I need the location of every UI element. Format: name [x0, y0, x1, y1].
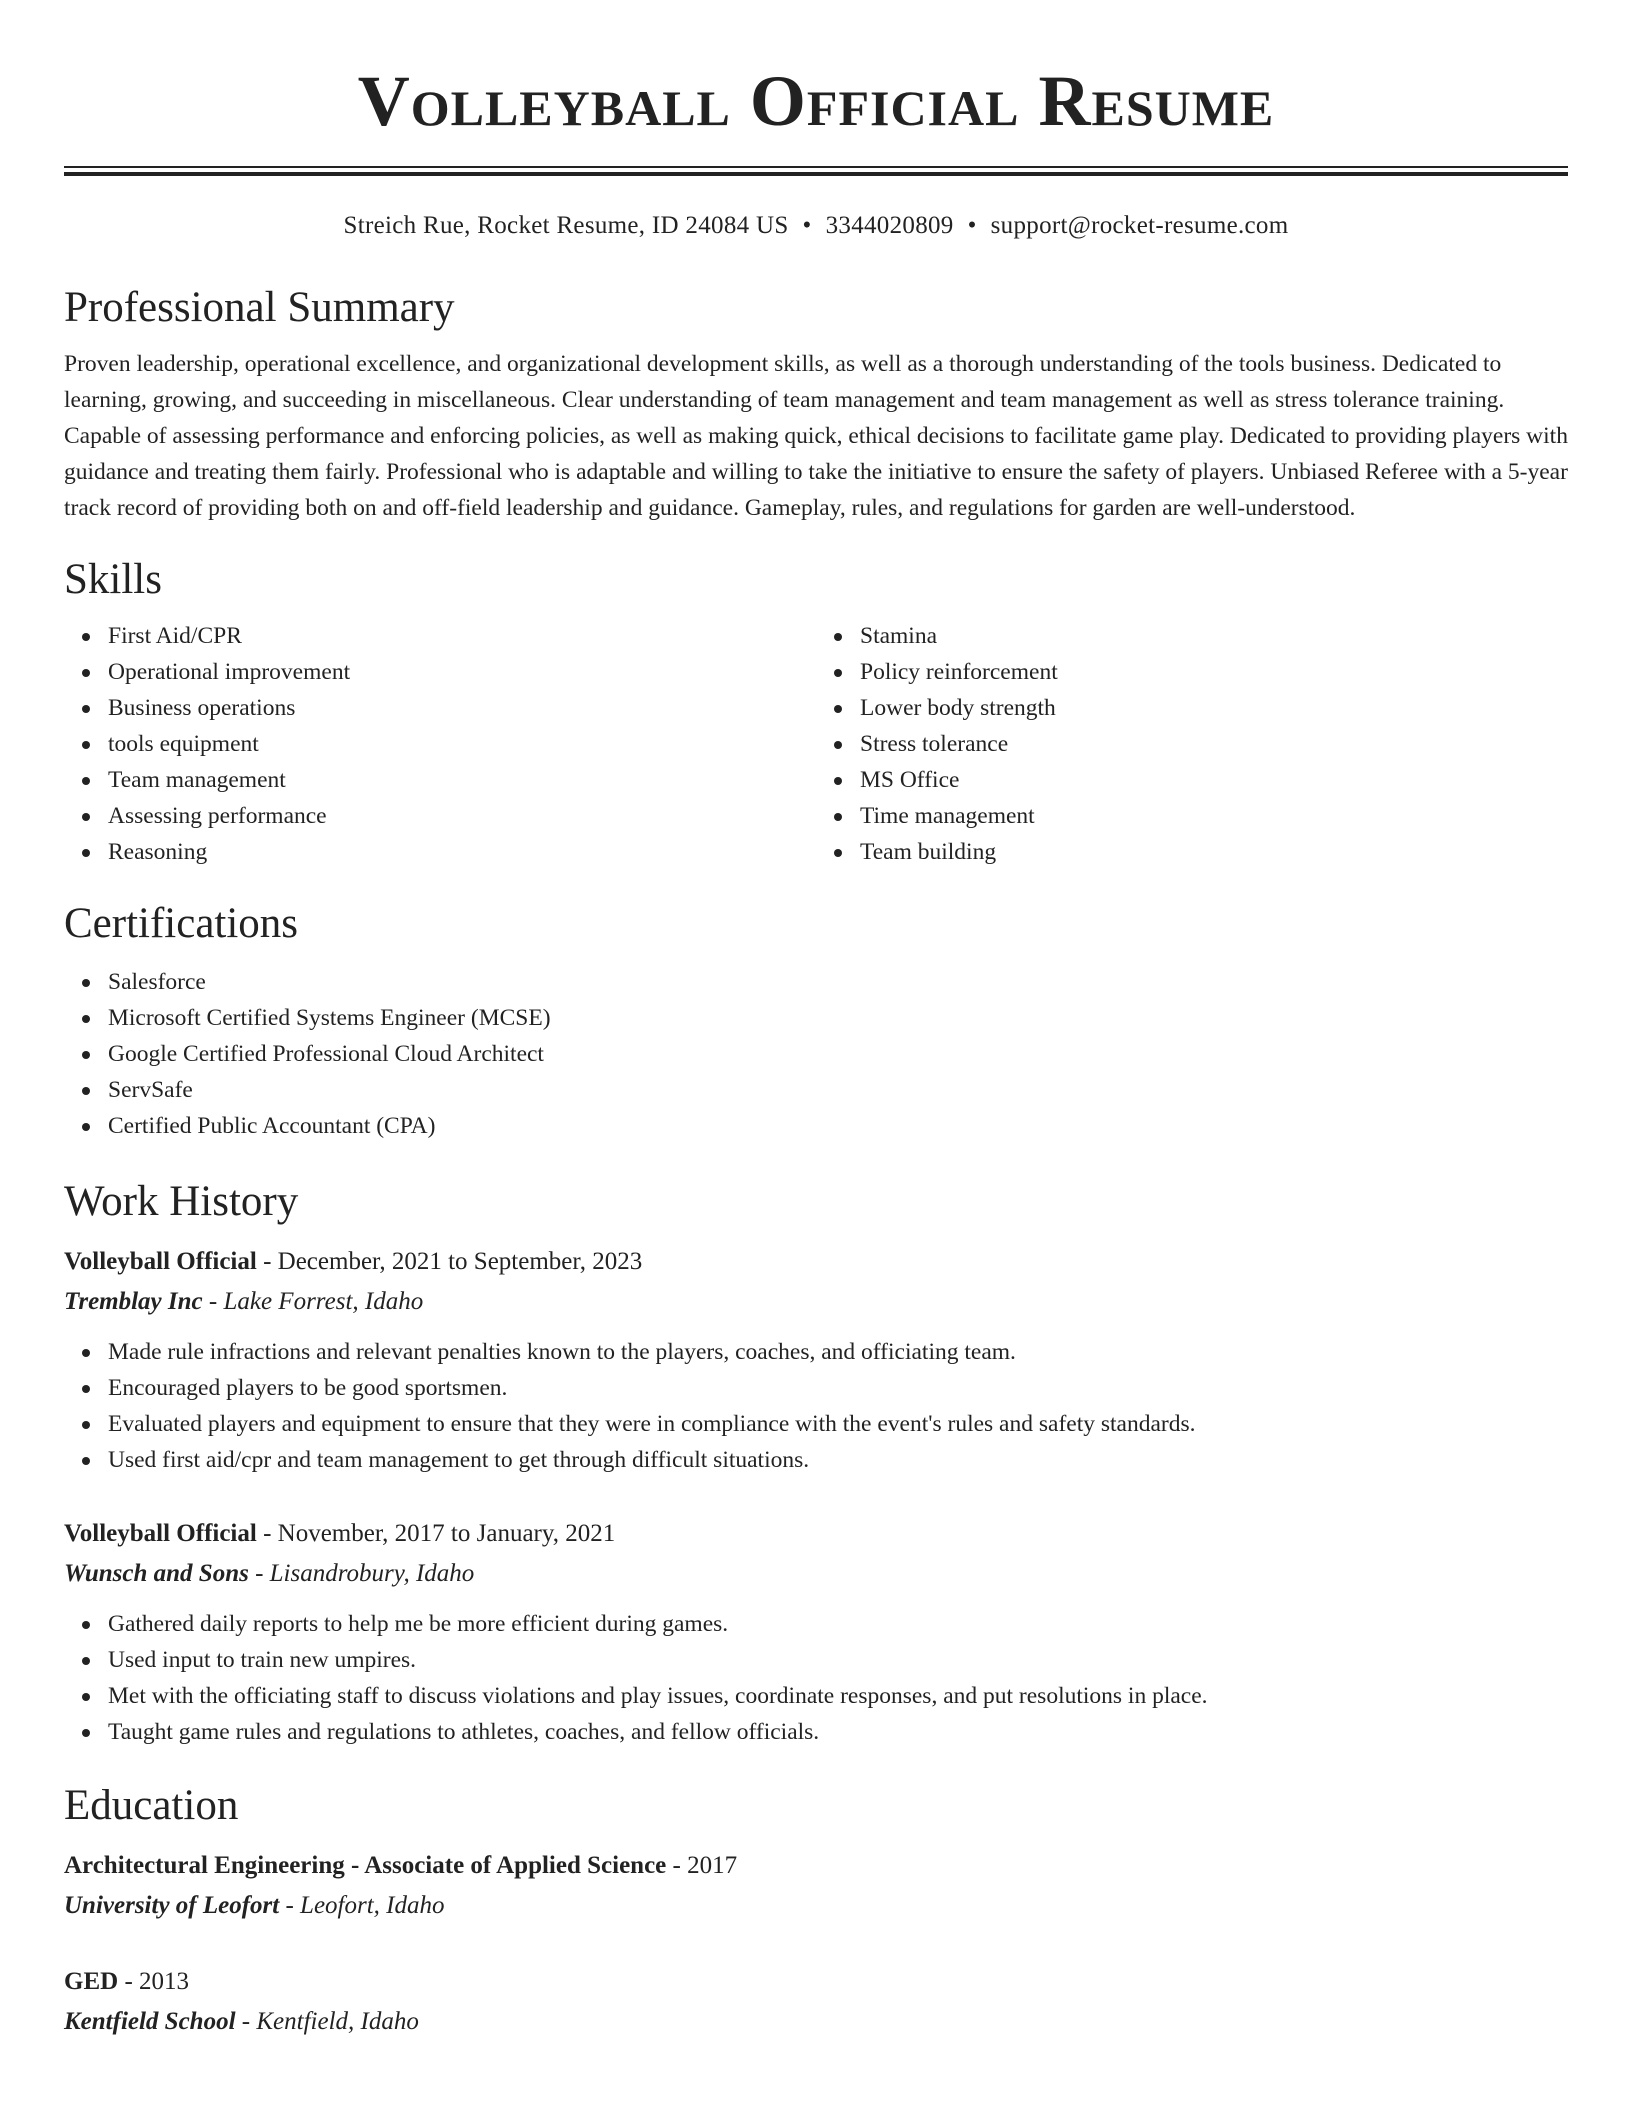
job-bullet: Met with the officiating staff to discuss violations and play issues, coordinate responses, and put resolutions in place.	[108, 1678, 1568, 1714]
education-school: University of Leofort	[64, 1892, 280, 1919]
education-location: - Leofort, Idaho	[279, 1892, 445, 1919]
skill-item: Time management	[860, 798, 1568, 834]
job-company: Tremblay Inc	[64, 1288, 203, 1315]
contact-separator: •	[802, 212, 812, 239]
education-heading: Education	[64, 1782, 239, 1829]
skill-item: Operational improvement	[108, 654, 816, 690]
skill-item: Team management	[108, 762, 816, 798]
skill-item: First Aid/CPR	[108, 618, 816, 654]
skill-item: Reasoning	[108, 834, 816, 870]
job-entry	[64, 1242, 1568, 1478]
summary-heading: Professional Summary	[64, 284, 455, 331]
skill-item: Policy reinforcement	[860, 654, 1568, 690]
skill-item: Assessing performance	[108, 798, 816, 834]
education-degree: GED	[64, 1968, 119, 1995]
skill-item: Lower body strength	[860, 690, 1568, 726]
summary-text: Proven leadership, operational excellence, and organizational development skills, as well as a thorough understanding of the tools business. Dedicated to learning, growing, and succeeding in miscellaneous. Clear understanding of team management and team management as well as stress tolerance training. Capable of assessing performance and enforcing policies, as well as making quick, ethical decisions to facilitate game play. Dedicated to providing players with guidance and treating them fairly. Professional who is adaptable and willing to take the initiative to ensure the safety of players. Unbiased Referee with a 5-year track record of providing both on and off-field leadership and guidance. Gameplay, rules, and regulations for garden are well-understood.	[64, 351, 1568, 521]
job-title-line	[64, 1242, 1568, 1282]
education-degree-line	[64, 1846, 1568, 1886]
job-location: - Lake Forrest, Idaho	[202, 1288, 424, 1315]
job-entry	[64, 1514, 1568, 1750]
education-school: Kentfield School	[64, 2008, 236, 2035]
education-entry	[64, 1962, 1568, 2042]
job-bullet: Gathered daily reports to help me be more efficient during games.	[108, 1606, 1568, 1642]
skills-columns	[64, 618, 1568, 870]
certification-item: ServSafe	[108, 1072, 1568, 1108]
job-title: Volleyball Official	[64, 1248, 257, 1275]
skill-item: Business operations	[108, 690, 816, 726]
job-title: Volleyball Official	[64, 1520, 257, 1547]
contact-separator: •	[967, 212, 977, 239]
skills-list-right	[816, 618, 1568, 870]
job-location: - Lisandrobury, Idaho	[248, 1560, 475, 1587]
skill-item: tools equipment	[108, 726, 816, 762]
job-company-line	[64, 1282, 1568, 1322]
contact-email[interactable]: support@rocket-resume.com	[990, 212, 1289, 239]
education-school-line	[64, 2002, 1568, 2042]
contact-line	[64, 210, 1568, 242]
skill-item: Team building	[860, 834, 1568, 870]
skill-item: MS Office	[860, 762, 1568, 798]
education-year: - 2017	[666, 1852, 738, 1879]
certifications-heading: Certifications	[64, 900, 299, 947]
work-history-heading: Work History	[64, 1178, 299, 1225]
certification-item: Microsoft Certified Systems Engineer (MCSE)	[108, 1000, 1568, 1036]
job-bullet: Encouraged players to be good sportsmen.	[108, 1370, 1568, 1406]
title-rule-thin	[64, 166, 1568, 168]
education-year: - 2013	[118, 1968, 190, 1995]
skill-item: Stress tolerance	[860, 726, 1568, 762]
certification-item: Salesforce	[108, 964, 1568, 1000]
education-entry	[64, 1846, 1568, 1926]
job-bullets	[64, 1606, 1568, 1750]
job-bullet: Evaluated players and equipment to ensure that they were in compliance with the event's rules and safety standards.	[108, 1406, 1568, 1442]
resume-title: Volleyball Official Resume	[357, 61, 1275, 141]
certification-item: Google Certified Professional Cloud Architect	[108, 1036, 1568, 1072]
job-bullet: Used input to train new umpires.	[108, 1642, 1568, 1678]
education-school-line	[64, 1886, 1568, 1926]
skill-item: Stamina	[860, 618, 1568, 654]
education-degree-line	[64, 1962, 1568, 2002]
skills-heading: Skills	[64, 556, 162, 603]
job-bullets	[64, 1334, 1568, 1478]
job-dates: - November, 2017 to January, 2021	[256, 1520, 616, 1547]
certifications-list	[64, 964, 1568, 1144]
job-title-line	[64, 1514, 1568, 1554]
title-rule-thick	[64, 172, 1568, 176]
job-company-line	[64, 1554, 1568, 1594]
job-bullet: Used first aid/cpr and team management to get through difficult situations.	[108, 1442, 1568, 1478]
education-location: - Kentfield, Idaho	[235, 2008, 419, 2035]
job-bullet: Made rule infractions and relevant penalties known to the players, coaches, and officiating team.	[108, 1334, 1568, 1370]
education-degree: Architectural Engineering - Associate of Applied Science	[64, 1852, 667, 1879]
job-dates: - December, 2021 to September, 2023	[256, 1248, 643, 1275]
job-bullet: Taught game rules and regulations to athletes, coaches, and fellow officials.	[108, 1714, 1568, 1750]
contact-address: Streich Rue, Rocket Resume, ID 24084 US	[343, 212, 789, 239]
certification-item: Certified Public Accountant (CPA)	[108, 1108, 1568, 1144]
job-company: Wunsch and Sons	[64, 1560, 249, 1587]
skills-list-left	[64, 618, 816, 870]
contact-phone: 3344020809	[825, 212, 954, 239]
